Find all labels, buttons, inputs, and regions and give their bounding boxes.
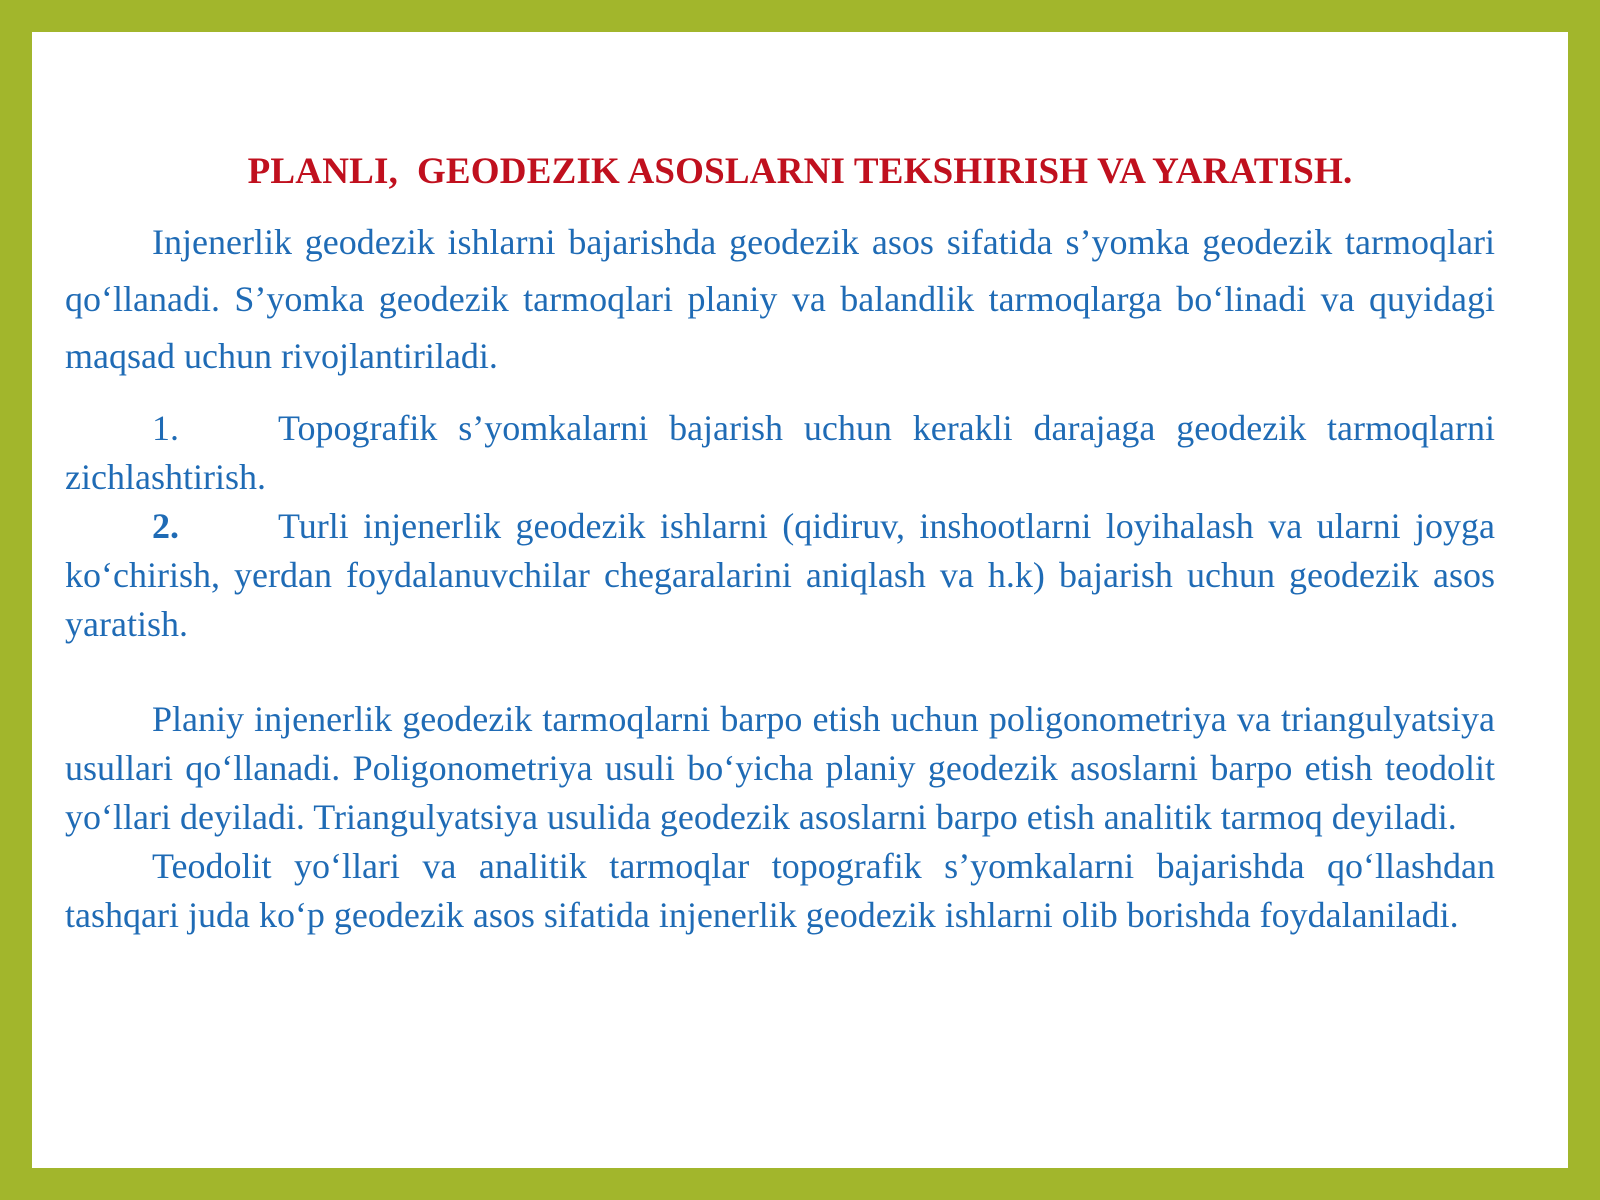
list-item	[65, 404, 1495, 502]
list-item-text: Turli injenerlik geodezik ishlarni (qidiruv, inshootlarni loyihalash va ularni joyga ko‘chirish, yerdan foydalanuvchilar chegaralarini aniqlash va h.k) bajarish uchun geodezik asos yaratish.	[65, 506, 1495, 644]
teodolit-paragraph: Teodolit yo‘llari va analitik tarmoqlar topografik s’yomkalarni bajarishda qo‘llashdan tashqari juda ko‘p geodezik asos sifatida injenerlik geodezik ishlarni olib borishda foydalaniladi.	[65, 846, 1495, 935]
list-item-text: Topografik s’yomkalarni bajarish uchun kerakli darajaga geodezik tarmoqlarni zichlashtirish.	[65, 408, 1495, 497]
slide-title: PLANLI, GEODEZIK ASOSLARNI TEKSHIRISH VA YARATISH.	[247, 151, 1353, 192]
intro-paragraph: Injenerlik geodezik ishlarni bajarishda geodezik asos sifatida s’yomka geodezik tarmoqlari qo‘llanadi. S’yomka geodezik tarmoqlari planiy va balandlik tarmoqlarga bo‘linadi va quyidagi maqsad uchun rivojlantiriladi.	[65, 222, 1495, 376]
planiy-paragraph: Planiy injenerlik geodezik tarmoqlarni barpo etish uchun poligonometriya va triangulyatsiya usullari qo‘llanadi. Poligonometriya usuli bo‘yicha planiy geodezik asoslarni barpo etish teodolit yo‘llari deyiladi. Triangulyatsiya usulida geodezik asoslarni barpo etish analitik tarmoq deyiladi.	[65, 699, 1495, 837]
slide-body	[65, 214, 1495, 940]
numbered-list	[65, 404, 1495, 649]
list-item	[65, 502, 1495, 649]
list-number: 2.	[152, 506, 179, 546]
slide-page	[32, 32, 1568, 1168]
list-number: 1.	[152, 408, 179, 448]
